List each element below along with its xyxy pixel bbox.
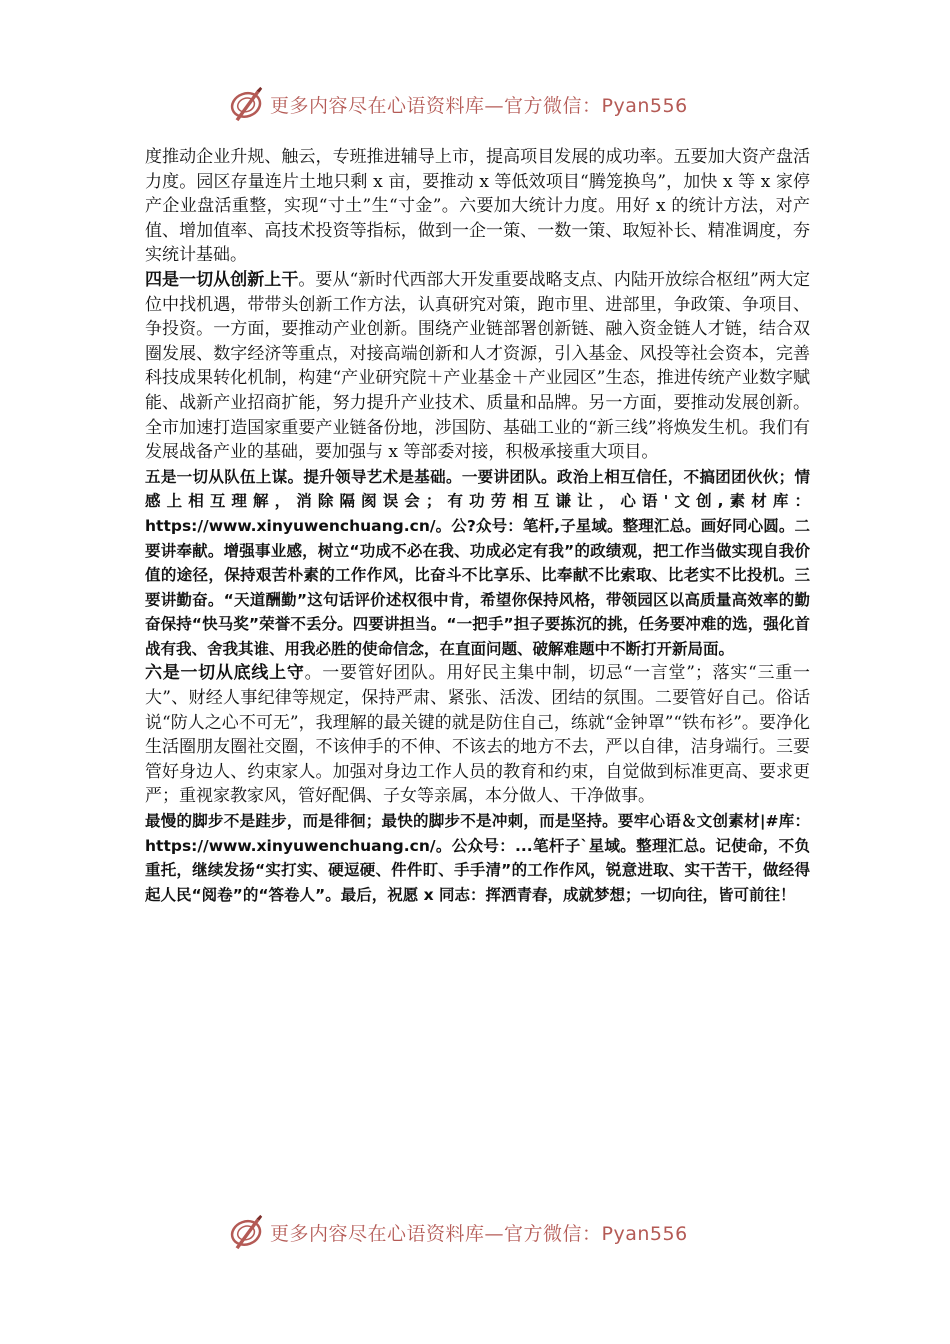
banner-wechat-id: Pyan556 (601, 94, 688, 117)
document-body (145, 145, 810, 907)
paragraph-1: 度推动企业升规、触云，专班推进辅导上市，提高项目发展的成功率。五要加大资产盘活力度。园区存量连片土地只剩 x 亩，要推动 x 等低效项目“腾笼换鸟”，加快 x 等 x 家停产企业盘活重整，实现“寸土”生“寸金”。六要加大统计力度。用好 x 的统计方法，对产值、增加值率、高技术投资等指标，做到一企一策、一数一策、取短补长、精准调度，夯实统计基础。 (145, 147, 810, 266)
paragraph-3 (145, 465, 810, 662)
footer-banner-text (270, 1219, 688, 1246)
footer-banner-wechat-id: Pyan556 (601, 1222, 688, 1245)
paragraph-4-text: 。一要管好团队。用好民主集中制，切忌“一言堂”；落实“三重一大”、财经人事纪律等规定，保持严肃、紧张、活泼、团结的氛围。二要管好自己。俗话说“防人之心不可无”，我理解的最关键的就是防住自己，练就“金钟罩”“铁布衫”。要净化生活圈朋友圈社交圈，不该伸手的不伸、不该去的地方不去，严以自律，洁身端行。三要管好身边人、约束家人。加强对身边工作人员的教育和约束，自觉做到标准更高、要求更严；重视家教家风，管好配偶、子女等亲属，本分做人、干净做事。 (145, 663, 811, 807)
paragraph-2 (145, 268, 810, 465)
header-banner (228, 84, 728, 124)
banner-official-text: 官方微信： (504, 94, 602, 117)
paragraph-5 (145, 809, 810, 907)
paragraph-3-heading: 五是一切从队伍上谋。 (145, 467, 304, 486)
footer-banner-official-text: 官方微信： (504, 1222, 602, 1245)
paragraph-4-heading: 六是一切从底线上守 (145, 663, 305, 684)
header-banner-text (270, 91, 688, 118)
pen-swirl-logo-icon (228, 1213, 266, 1251)
pen-swirl-logo-icon (228, 85, 266, 123)
footer-banner (228, 1212, 728, 1252)
footer-banner-main-text: 更多内容尽在心语资料库 (270, 1222, 485, 1245)
paragraph-2-heading: 四是一切从创新上干 (145, 269, 299, 290)
paragraph-3-text: 提升领导艺术是基础。一要讲团队。政治上相互信任，不搞团团伙伙；情感上相互理解，消除隔阂误会；有功劳相互谦让，心语'文创,素材库：https://www.xinyuwenchuang.cn/。公?众号：笔杆,子星域。整理汇总。画好同心圆。二要讲奉献。增强事业感，树立“功成不必在我、功成必定有我”的政绩观，把工作当做实现自我价值的途径，保持艰苦朴素的工作作风，比奋斗不比享乐、比奉献不比索取、比老实不比投机。三要讲勤奋。“天道酬勤”这句话评价述权很中肯，希望你保持风格，带领园区以高质量高效率的勤奋保持“快马奖”荣誉不丢分。四要讲担当。“一把手”担子要拣沉的挑，任务要冲难的选，强化首战有我、舍我其谁、用我必胜的使命信念，在直面问题、破解难题中不断打开新局面。 (145, 467, 810, 658)
footer-banner-dash: — (484, 1222, 505, 1245)
paragraph-5-text: 最慢的脚步不是跬步，而是徘徊；最快的脚步不是冲刺，而是坚持。要牢心语＆文创素材|#库：https://www.xinyuwenchuang.cn/。公众号：...笔杆子`星域。整理汇总。记使命，不负重托，继续发扬“实打实、硬逗硬、件件盯、手手清”的工作作风，锐意进取、实干苦干，做经得起人民“阅卷”的“答卷人”。最后，祝愿 x 同志：挥洒青春，成就梦想；一切向往，皆可前往！ (145, 812, 810, 904)
paragraph-4 (145, 661, 810, 809)
banner-main-text: 更多内容尽在心语资料库 (270, 94, 485, 117)
banner-dash: — (484, 94, 505, 117)
paragraph-2-text: 。要从“新时代西部大开发重要战略支点、内陆开放综合枢纽”两大定位中找机遇，带带头创新工作方法，认真研究对策，跑市里、进部里，争政策、争项目、争投资。一方面，要推动产业创新。围绕产业链部署创新链、融入资金链人才链，结合双圈发展、数字经济等重点，对接高端创新和人才资源，引入基金、风投等社会资本，完善科技成果转化机制，构建“产业研究院＋产业基金＋产业园区”生态，推进传统产业数字赋能、战新产业招商扩能，努力提升产业技术、质量和品牌。另一方面，要推动发展创新。全市加速打造国家重要产业链备份地，涉国防、基础工业的“新三线”将焕发生机。我们有发展战备产业的基础，要加强与 x 等部委对接，积极承接重大项目。 (145, 269, 810, 463)
